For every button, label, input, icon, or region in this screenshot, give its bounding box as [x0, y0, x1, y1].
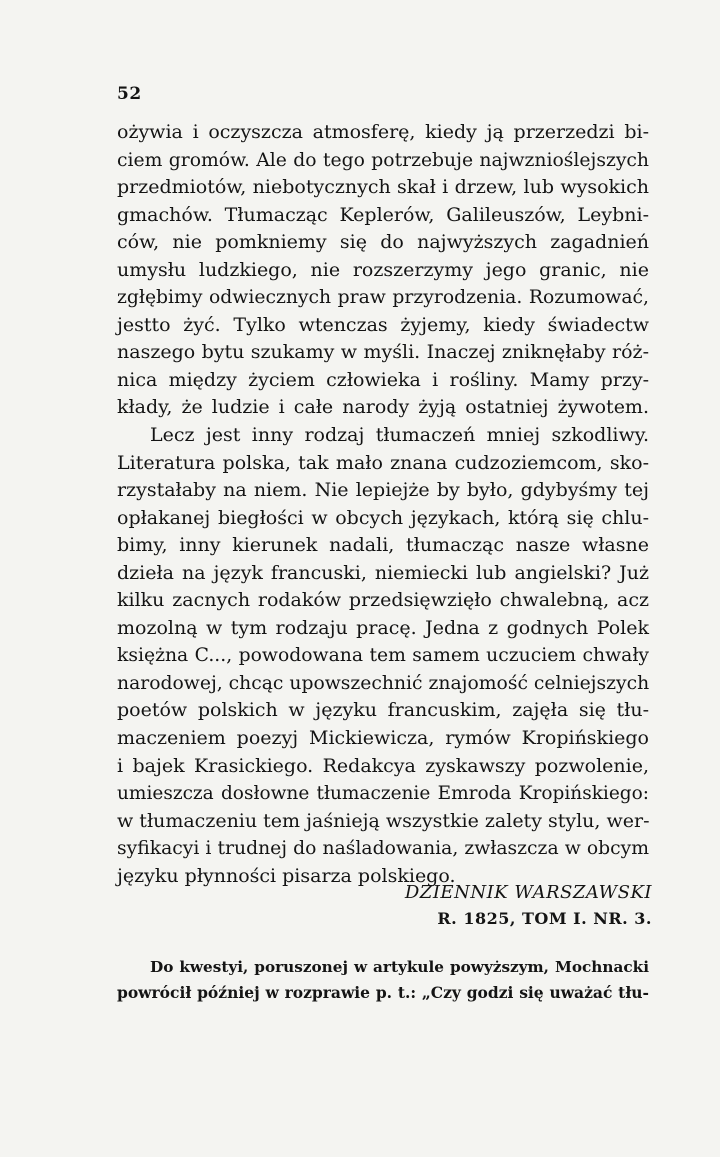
source-signature — [405, 880, 652, 932]
text-line: przedmiotów, niebotycznych skał i drzew, lub wysokich — [117, 176, 649, 199]
text-line: nica między życiem człowieka i rośliny. Mamy przy- — [117, 368, 649, 391]
text-line: Literatura polska, tak mało znana cudzoziemcom, sko- — [117, 451, 649, 474]
text-line: ców, nie pomkniemy się do najwyższych zagadnień — [117, 231, 649, 254]
text-line: kłady, że ludzie i całe narody żyją ostatniej żywotem. — [117, 396, 649, 419]
text-line: poetów polskich w języku francuskim, zajęła się tłu- — [117, 699, 649, 722]
text-line: rzystałaby na niem. Nie lepiejże by było, gdybyśmy tej — [117, 479, 649, 502]
article-body — [117, 119, 649, 890]
source-title: DZIENNIK WARSZAWSKI — [404, 882, 652, 903]
source-reference: R. 1825, TOM I. NR. 3. — [437, 909, 652, 928]
text-line: języku płynności pisarza polskiego. — [117, 864, 456, 887]
text-line: i bajek Krasickiego. Redakcya zyskawszy pozwolenie, — [117, 754, 649, 777]
footnote — [117, 955, 649, 1005]
text-line: naszego bytu szukamy w myśli. Inaczej zniknęłaby róż- — [117, 341, 649, 364]
page-number: 52 — [117, 84, 142, 104]
text-line: kilku zacnych rodaków przedsięwzięło chwalebną, acz — [117, 589, 649, 612]
text-line: ożywia i oczyszcza atmosferę, kiedy ją przerzedzi bi- — [117, 121, 649, 143]
text-line: opłakanej biegłości w obcych językach, którą się chlu- — [117, 506, 649, 529]
text-line: bimy, inny kierunek nadali, tłumacząc nasze własne — [117, 534, 649, 557]
text-line: mozolną w tym rodzaju pracę. Jedna z godnych Polek — [117, 616, 649, 639]
text-line: księżna C..., powodowana tem samem uczuciem chwały — [117, 645, 649, 667]
text-line: Lecz jest inny rodzaj tłumaczeń mniej szkodliwy. — [150, 424, 649, 447]
text-line: zgłębimy odwiecznych praw przyrodzenia. Rozumować, — [117, 287, 649, 309]
text-line: gmachów. Tłumacząc Keplerów, Galileuszów, Leybni- — [117, 203, 649, 226]
text-line: syfikacyi i trudnej do naśladowania, zwłaszcza w obcym — [117, 838, 649, 860]
footnote-line: Do kwestyi, poruszonej w artykule powyższym, Mochnacki — [150, 958, 649, 976]
text-line: ciem gromów. Ale do tego potrzebuje najwznioślejszych — [117, 149, 649, 171]
text-line: w tłumaczeniu tem jaśnieją wszystkie zalety stylu, wer- — [117, 809, 650, 832]
text-line: dzieła na język francuski, niemiecki lub angielski? Już — [117, 561, 649, 584]
text-line: narodowej, chcąc upowszechnić znajomość celniejszych — [117, 672, 650, 694]
text-line: umysłu ludzkiego, nie rozszerzymy jego granic, nie — [117, 258, 649, 281]
text-line: jestto żyć. Tylko wtenczas żyjemy, kiedy świadectw — [117, 313, 649, 336]
footnote-line: powrócił później w rozprawie p. t.: „Czy godzi się uważać tłu- — [117, 983, 649, 1002]
text-line: maczeniem poezyj Mickiewicza, rymów Kropińskiego — [117, 727, 649, 750]
text-line: umieszcza dosłowne tłumaczenie Emroda Kropińskiego: — [117, 783, 649, 805]
